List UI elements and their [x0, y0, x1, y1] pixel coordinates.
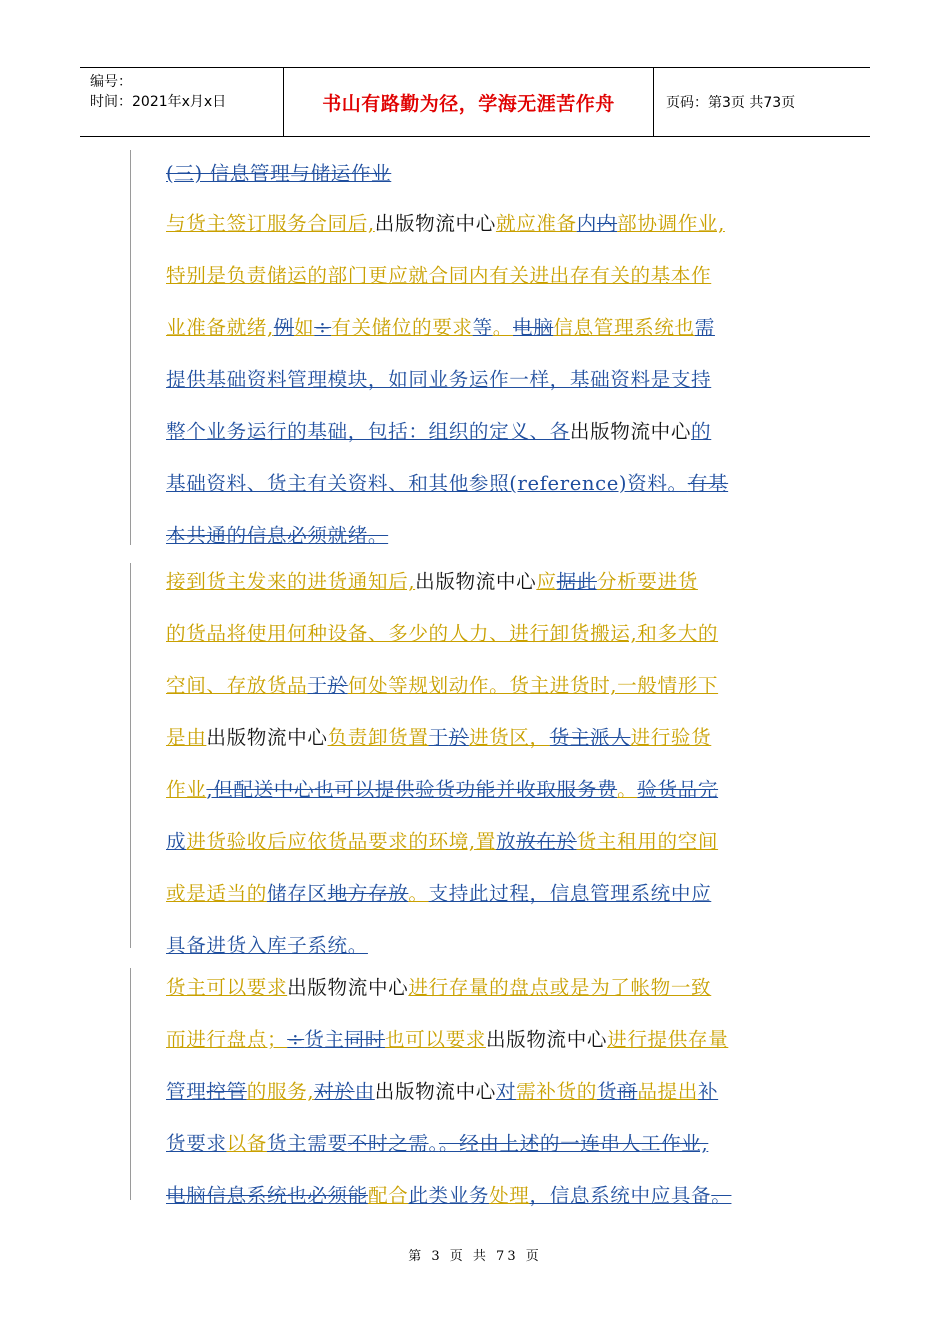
text-line [166, 608, 790, 660]
deleted-text: 电脑信息系统也必须能 [166, 1184, 368, 1207]
deleted-text: 本共通的信息必须就绪。 [166, 524, 389, 547]
text-line [166, 198, 790, 250]
revised-text: 配合 [367, 1184, 409, 1207]
revised-text: 空间、存放货品 [166, 674, 308, 697]
text-line [166, 1118, 790, 1170]
header-page-info: 页码：第3页 共73页 [666, 95, 796, 111]
text-line [166, 302, 790, 354]
text-line [166, 1014, 790, 1066]
revised-text: 整个业务运行的基础，包括：组织的定义、各 [166, 420, 570, 443]
revised-text: 货 [596, 1080, 618, 1103]
deleted-text: 地方存放 [327, 882, 409, 905]
deleted-text: 同时 [344, 1028, 385, 1051]
text-line [166, 354, 790, 406]
text-line [166, 1170, 790, 1222]
revised-text: 于 [307, 674, 328, 697]
revised-text: 处理 [489, 1184, 530, 1207]
revised-text: 分析要进货 [596, 570, 698, 593]
revised-text: 与货主签订服务合同后, [166, 212, 375, 235]
revised-text: 接到货主发来的进货通知后, [166, 570, 416, 593]
revised-text: 。 [617, 778, 638, 801]
revised-text: 或是适当的 [166, 882, 267, 905]
deleted-text: 有基 [687, 472, 729, 495]
deleted-text: 。 [711, 1184, 732, 1207]
revised-text: 进行验货 [630, 726, 712, 749]
paragraph-inventory [166, 962, 790, 1222]
deleted-text: 於 [327, 674, 348, 697]
header-meta [80, 68, 284, 136]
deleted-text: 不时之需 [347, 1132, 429, 1155]
deleted-text: 据此 [556, 570, 597, 593]
revised-text: 货主可以要求 [166, 976, 288, 999]
text-run: 出版物流中心 [485, 1028, 608, 1051]
revised-text: 以备 [226, 1132, 267, 1155]
revised-text: 由 [354, 1080, 375, 1103]
revised-text: 品提出 [637, 1080, 698, 1103]
revised-text: 信息管理系统也 [553, 316, 695, 339]
revised-text: 业准备就绪, [166, 316, 274, 339]
revision-bar [130, 150, 131, 184]
text-line [166, 1066, 790, 1118]
revised-text: 进行存量的盘点或是为了帐物一致 [408, 976, 712, 999]
deleted-text: 对於 [314, 1080, 355, 1103]
deleted-text: 控管 [206, 1080, 247, 1103]
revised-text: 于 [428, 726, 449, 749]
text-line [166, 556, 790, 608]
revised-text: 支持此过程，信息管理系统中应 [428, 882, 712, 905]
revised-text: 管理 [166, 1080, 207, 1103]
revised-text: 特别是负责储运的部门更应就合同内有关进出存有关的基本作 [166, 264, 712, 287]
text-line [166, 148, 790, 200]
revised-text: 的 [691, 420, 712, 443]
revised-text: 是由 [166, 726, 207, 749]
deleted-text: 商 [617, 1080, 638, 1103]
revision-bar [130, 968, 131, 1200]
text-run: 出版物流中心 [569, 420, 692, 443]
revised-text: 进货验收后应依货品要求的环境,置 [186, 830, 496, 853]
section-title [166, 148, 790, 200]
revised-text: 货主需要 [266, 1132, 348, 1155]
paragraph-service-contract [166, 198, 790, 562]
text-line [166, 660, 790, 712]
revised-text: 此类业务 [408, 1184, 490, 1207]
revision-bar [130, 180, 131, 545]
revised-text: 需 [694, 316, 715, 339]
revised-text: 应 [536, 570, 557, 593]
text-run: 出版物流中心 [374, 1080, 496, 1103]
paragraph-receiving [166, 556, 790, 972]
revised-text: 储存区 [266, 882, 328, 905]
revised-text: ，信息系统中应具备 [529, 1184, 712, 1207]
revised-text: 进货区， [468, 726, 550, 749]
revised-text: 的货品将使用何种设备、多少的人力、进行卸货搬运,和多大的 [166, 622, 719, 645]
revised-text: 货主租用的空间 [576, 830, 719, 853]
header-table [80, 67, 870, 137]
text-line [166, 712, 790, 764]
revised-text: 而进行盘点； [166, 1028, 288, 1051]
deleted-text: 验货品完 [637, 778, 719, 801]
revised-text: 内 [576, 212, 597, 235]
deleted-text: 放在於 [516, 830, 577, 853]
deleted-text: ÷ [314, 316, 332, 339]
text-run: 出版物流中心 [287, 976, 409, 999]
revised-text: 放 [495, 830, 517, 853]
deleted-text: 於 [448, 726, 469, 749]
text-line [166, 406, 790, 458]
deleted-text: 内 [596, 212, 618, 235]
revised-text: 货主 [304, 1028, 345, 1051]
revised-text: 有关储位的要求 [331, 316, 473, 339]
text-run: 出版物流中心 [415, 570, 537, 593]
revised-text: 基础资料、货主有关资料、和其他参照(reference)资料。 [166, 472, 688, 495]
revised-text: 。 [428, 1132, 439, 1155]
revised-text: 需补货的 [516, 1080, 597, 1103]
text-line [166, 962, 790, 1014]
time-label: 时间：2021年x月x日 [90, 94, 227, 110]
text-line [166, 250, 790, 302]
revised-text: 提供基础资料管理模块，如同业务运作一样，基础资料是支持 [166, 368, 712, 391]
revised-text: 作业 [166, 778, 207, 801]
revised-text: 成 [166, 830, 187, 853]
deleted-text: (三) 信息管理与储运作业 [166, 162, 392, 185]
revised-text: 就应准备 [495, 212, 577, 235]
revised-text: 何处等规划动作。货主进货时,一般情形下 [347, 674, 719, 697]
revised-text: 负责卸货置 [327, 726, 429, 749]
header-motto: 书山有路勤为径，学海无涯苦作舟 [284, 68, 654, 136]
text-run: 出版物流中心 [374, 212, 496, 235]
revised-text: 进行提供存量 [607, 1028, 729, 1051]
text-line [166, 764, 790, 816]
text-line [166, 816, 790, 868]
page-footer: 第 3 页 共 73 页 [408, 1249, 542, 1264]
deleted-text: 例 [273, 316, 294, 339]
revised-text: 如 [294, 316, 315, 339]
revised-text: 对 [495, 1080, 517, 1103]
text-line [166, 458, 790, 510]
revised-text: 。 [492, 316, 513, 339]
revised-text: 具备进货入库子系统。 [166, 934, 368, 957]
text-line [166, 510, 790, 562]
revised-text: 补 [697, 1080, 719, 1103]
revised-text: 。 [408, 882, 429, 905]
deleted-text: 货主派人 [549, 726, 631, 749]
serial-number-label: 编号： [90, 74, 132, 90]
revised-text: 部协调作业, [617, 212, 725, 235]
deleted-text: ÷ [287, 1028, 305, 1051]
revised-text: 的服务, [246, 1080, 315, 1103]
revised-text: 等 [472, 316, 493, 339]
text-line [166, 868, 790, 920]
revised-text: 货要求 [166, 1132, 227, 1155]
deleted-text: 电脑 [513, 316, 554, 339]
deleted-text: ,但配送中心也可以提供验货功能并收取服务费 [206, 778, 618, 801]
deleted-text: 。经由上述的一连串人工作业, [438, 1132, 709, 1155]
text-run: 出版物流中心 [206, 726, 328, 749]
revision-bar [130, 563, 131, 948]
revised-text: 也可以要求 [384, 1028, 486, 1051]
